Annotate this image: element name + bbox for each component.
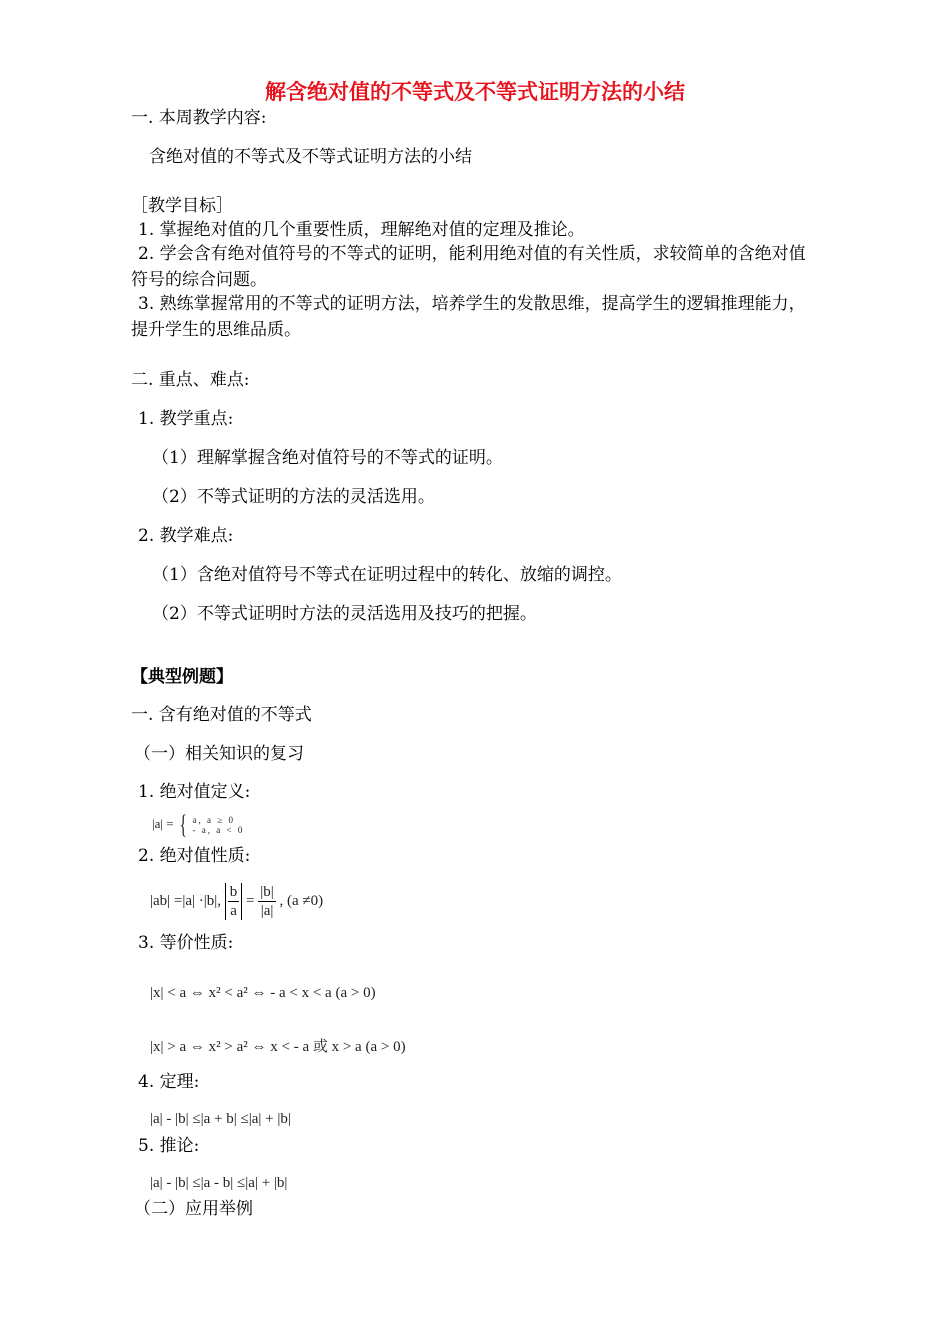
review-heading: （一）相关知识的复习 xyxy=(134,744,304,764)
abs-def-cases xyxy=(193,815,245,835)
equivalence-formula-2: |x| > a ⇔ x² > a² ⇔ x < - a 或 x > a (a > 0) xyxy=(150,1039,406,1055)
key-point-1: （1）理解掌握含绝对值符号的不等式的证明。 xyxy=(152,448,503,468)
key-points-heading: 1. 教学重点: xyxy=(138,409,234,429)
rhs-num: |b| xyxy=(260,884,274,900)
definition-heading: 1. 绝对值定义: xyxy=(138,782,251,802)
abs-definition-formula xyxy=(152,810,245,839)
section-2-heading: 二. 重点、难点: xyxy=(131,370,250,390)
left-brace-icon: { xyxy=(179,810,187,839)
part-1-heading: 一. 含有绝对值的不等式 xyxy=(131,705,312,725)
equivalence-heading: 3. 等价性质: xyxy=(138,933,234,953)
section-1-heading: 一. 本周教学内容: xyxy=(131,108,267,128)
document-title: 解含绝对值的不等式及不等式证明方法的小结 xyxy=(265,79,685,104)
goals-heading: ［教学目标］ xyxy=(131,196,233,216)
theorem-formula: |a| - |b| ≤|a + b| ≤|a| + |b| xyxy=(150,1111,291,1127)
abs-property-formula xyxy=(150,883,323,920)
frac-num: b xyxy=(229,884,238,900)
difficulties-heading: 2. 教学难点: xyxy=(138,526,234,546)
goal-2: 2. 学会含有绝对值符号的不等式的证明，能利用绝对值的有关性质，求较简单的含绝对值符号的综合问题。 xyxy=(131,244,806,290)
difficulty-2: （2）不等式证明时方法的灵活选用及技巧的把握。 xyxy=(152,604,537,624)
condition: , (a ≠0) xyxy=(279,893,324,909)
fraction-b-over-a xyxy=(228,883,240,920)
section-1-content: 含绝对值的不等式及不等式证明方法的小结 xyxy=(149,147,472,167)
application-heading: （二）应用举例 xyxy=(134,1199,253,1219)
product-rule: |ab| =|a| ·|b|, xyxy=(150,893,222,909)
rhs-den: |a| xyxy=(260,903,274,919)
equivalence-formula-1: |x| < a ⇔ x² < a² ⇔ - a < x < a (a > 0) xyxy=(150,985,376,1001)
abs-def-case-2: - a, a < 0 xyxy=(192,825,245,835)
key-point-2: （2）不等式证明的方法的灵活选用。 xyxy=(152,487,435,507)
corollary-formula: |a| - |b| ≤|a - b| ≤|a| + |b| xyxy=(150,1175,288,1191)
goal-3: 3. 熟练掌握常用的不等式的证明方法，培养学生的发散思维，提高学生的逻辑推理能力，提升学生的思维品质。 xyxy=(131,294,806,340)
theorem-heading: 4. 定理: xyxy=(138,1072,200,1092)
equals-sign: = xyxy=(246,893,255,909)
goal-1: 1. 掌握绝对值的几个重要性质，理解绝对值的定理及推论。 xyxy=(138,220,585,240)
abs-fraction-bars xyxy=(225,883,243,920)
property-heading: 2. 绝对值性质: xyxy=(138,846,251,866)
fraction-abs-b-over-abs-a xyxy=(258,883,276,920)
corollary-heading: 5. 推论: xyxy=(138,1136,200,1156)
abs-def-case-1: a, a ≥ 0 xyxy=(192,815,235,825)
abs-def-lhs: |a| = xyxy=(152,815,174,831)
frac-den: a xyxy=(230,903,237,919)
difficulty-1: （1）含绝对值符号不等式在证明过程中的转化、放缩的调控。 xyxy=(152,565,622,585)
examples-heading: 【典型例题】 xyxy=(131,667,233,687)
